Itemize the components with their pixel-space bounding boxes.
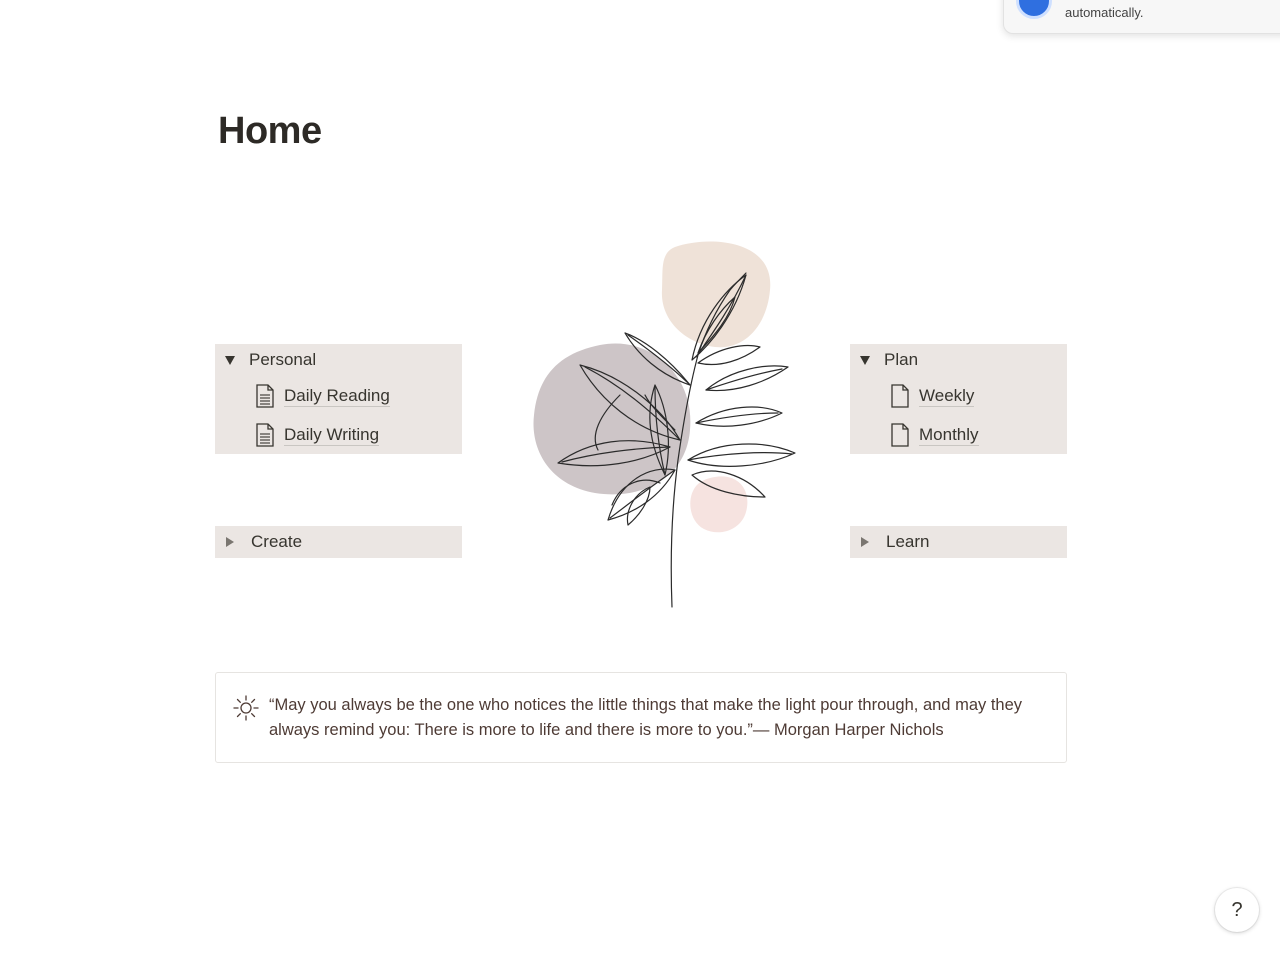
page-icon	[890, 384, 910, 408]
toggle-personal-label: Personal	[249, 350, 317, 369]
toggle-personal	[215, 344, 462, 454]
gray-blob	[534, 343, 691, 494]
help-button[interactable]: ?	[1215, 888, 1259, 932]
toggle-create-label: Create	[251, 532, 303, 551]
text-page-icon	[255, 423, 275, 447]
toggle-learn-header[interactable]	[850, 526, 1067, 558]
text-page-icon	[255, 384, 275, 408]
toggle-plan	[850, 344, 1067, 454]
page-link-daily-reading[interactable]	[255, 384, 390, 408]
toggle-learn[interactable]	[850, 526, 1067, 558]
page-link-label: Daily Reading	[284, 385, 390, 405]
notification-popup[interactable]	[1003, 0, 1280, 34]
toggle-create[interactable]	[215, 526, 462, 558]
pink-blob	[690, 476, 747, 532]
quote-text: “May you always be the one who notices the little things that make the light pour through, and may they always remind you: There is more to life and there is more to you.”— Morgan Harper Nichols	[269, 696, 1023, 739]
plant-illustration	[520, 235, 810, 615]
app-store-icon	[1016, 0, 1052, 19]
toggle-plan-header[interactable]	[850, 344, 1067, 376]
triangle-right-icon[interactable]	[226, 537, 234, 547]
toggle-create-header[interactable]	[215, 526, 462, 558]
toggle-learn-label: Learn	[886, 532, 930, 551]
quote-callout	[215, 672, 1067, 763]
triangle-right-icon[interactable]	[861, 537, 869, 547]
page-link-monthly[interactable]	[890, 423, 979, 447]
triangle-down-icon[interactable]	[225, 356, 235, 365]
page-link-label: Daily Writing	[284, 424, 380, 444]
page-icon	[890, 423, 910, 447]
toggle-plan-label: Plan	[884, 350, 919, 369]
toggle-personal-header[interactable]	[215, 344, 462, 376]
notification-text: automatically.	[1065, 5, 1144, 20]
sun-icon	[233, 695, 259, 721]
page-title: Home	[218, 110, 322, 152]
page-link-weekly[interactable]	[890, 384, 974, 408]
page-link-daily-writing[interactable]	[255, 423, 379, 447]
triangle-down-icon[interactable]	[860, 356, 870, 365]
page-link-label: Monthly	[919, 424, 979, 444]
page-link-label: Weekly	[919, 385, 975, 405]
